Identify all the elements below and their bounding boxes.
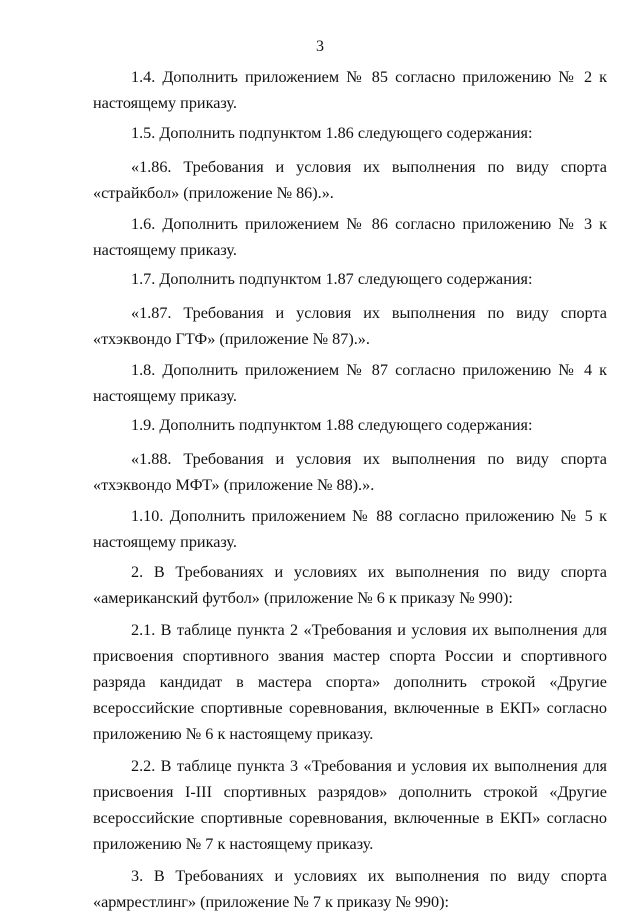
paragraph-2-2: 2.2. В таблице пункта 3 «Требования и условия их выполнения для присвоения I-III спортивных разрядов» дополнить строкой «Другие всероссийские спортивные соревнования, включенные в ЕКП» согласно приложению № 7 к настоящему приказу. xyxy=(93,757,607,853)
paragraph-1-4: 1.4. Дополнить приложением № 85 согласно приложению № 2 к настоящему приказу. xyxy=(93,68,607,112)
paragraph-3: 3. В Требованиях и условиях их выполнения по виду спорта «армрестлинг» (приложение № 7 к приказу № 990): xyxy=(93,867,607,911)
paragraph-1-87-quote: «1.87. Требования и условия их выполнения по виду спорта «тхэквондо ГТФ» (приложение № 87).». xyxy=(93,304,607,348)
paragraph-1-6: 1.6. Дополнить приложением № 86 согласно приложению № 3 к настоящему приказу. xyxy=(93,215,607,259)
paragraph-1-7: 1.7. Дополнить подпунктом 1.87 следующего содержания: xyxy=(131,270,533,288)
paragraph-1-8: 1.8. Дополнить приложением № 87 согласно приложению № 4 к настоящему приказу. xyxy=(93,361,607,405)
page-number: 3 xyxy=(316,38,324,55)
paragraph-1-9: 1.9. Дополнить подпунктом 1.88 следующего содержания: xyxy=(131,416,533,434)
paragraph-1-86-quote: «1.86. Требования и условия их выполнения по виду спорта «страйкбол» (приложение № 86).». xyxy=(93,158,607,202)
paragraph-1-5: 1.5. Дополнить подпунктом 1.86 следующего содержания: xyxy=(131,124,533,142)
paragraph-1-10: 1.10. Дополнить приложением № 88 согласно приложению № 5 к настоящему приказу. xyxy=(93,507,607,551)
paragraph-2: 2. В Требованиях и условиях их выполнения по виду спорта «американский футбол» (приложение № 6 к приказу № 990): xyxy=(93,563,607,607)
document-body xyxy=(93,58,607,915)
paragraph-1-88-quote: «1.88. Требования и условия их выполнения по виду спорта «тхэквондо МФТ» (приложение № 88).». xyxy=(93,450,607,494)
paragraph-2-1: 2.1. В таблице пункта 2 «Требования и условия их выполнения для присвоения спортивного звания мастер спорта России и спортивного разряда кандидат в мастера спорта» дополнить строкой «Другие всероссийские спортивные соревнования, включенные в ЕКП» согласно приложению № 6 к настоящему приказу. xyxy=(93,621,607,743)
